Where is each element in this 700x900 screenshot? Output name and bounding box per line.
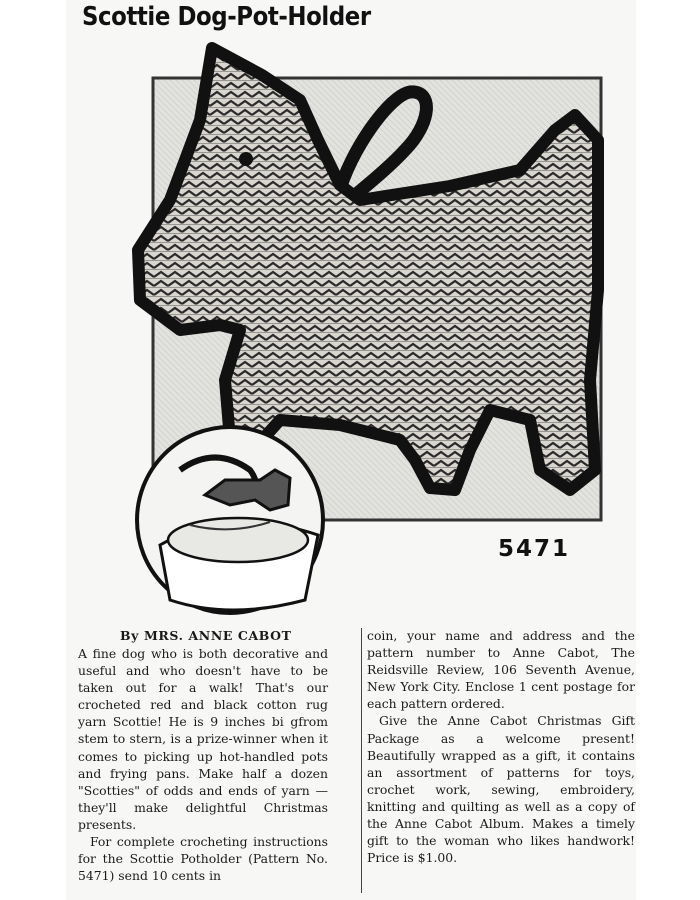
article-column-right: [367, 627, 635, 866]
article-paragraph: For complete crocheting instructions for the Scottie Potholder (Pattern No. 5471) send 10 cents in: [78, 834, 328, 884]
dog-eye: [239, 152, 253, 166]
column-divider: [361, 628, 362, 893]
article-paragraph: A fine dog who is both decorative and useful and who doesn't have to be taken out for a walk! That's our crocheted red and black cotton rug yarn Scottie! He is 9 inches bi gfrom stem to stern, is a prize-winner when it comes to picking up hot-handled pots and frying pans. Make half a dozen "Scotties" of odds and ends of yarn —they'll make delightful Christmas presents.: [78, 646, 328, 832]
byline: By MRS. ANNE CABOT: [120, 628, 292, 643]
pattern-number: 5471: [498, 536, 571, 562]
article-paragraph: Give the Anne Cabot Christmas Gift Package as a welcome present! Beautifully wrapped as a gift, it contains an assortment of patterns for toys, crochet work, sewing, embroidery, knitting and quilting as well as a copy of the Anne Cabot Album. Makes a timely gift to the woman who likes handwork! Price is $1.00.: [367, 713, 635, 866]
article-paragraph: coin, your name and address and the pattern number to Anne Cabot, The Reidsville Review, 106 Seventh Avenue, New York City. Enclose 1 cent postage for each pattern ordered.: [367, 628, 635, 712]
article-column-left: [78, 645, 328, 884]
headline: Scottie Dog-Pot-Holder: [82, 2, 371, 32]
